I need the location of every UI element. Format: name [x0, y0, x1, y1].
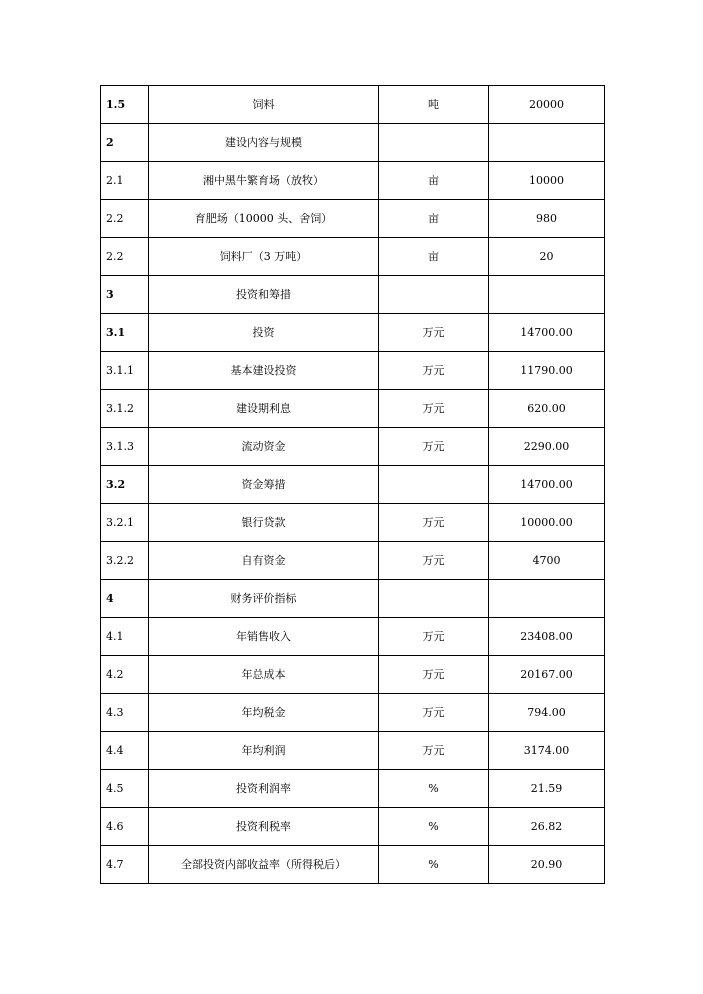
row-unit: 亩 — [379, 200, 489, 238]
row-value — [489, 276, 605, 314]
row-value: 23408.00 — [489, 618, 605, 656]
row-item: 投资利润率 — [149, 770, 379, 808]
table-row — [101, 694, 605, 732]
table-row — [101, 656, 605, 694]
table-row — [101, 238, 605, 276]
row-number: 3.2.1 — [101, 504, 149, 542]
row-unit: 万元 — [379, 656, 489, 694]
row-value: 11790.00 — [489, 352, 605, 390]
row-unit: 万元 — [379, 504, 489, 542]
table-row — [101, 770, 605, 808]
row-number: 4.5 — [101, 770, 149, 808]
table-row — [101, 428, 605, 466]
table-body — [101, 86, 605, 884]
row-item: 年均税金 — [149, 694, 379, 732]
table-row — [101, 808, 605, 846]
row-number: 2.2 — [101, 238, 149, 276]
row-item: 投资和筹措 — [149, 276, 379, 314]
row-value: 794.00 — [489, 694, 605, 732]
row-value: 26.82 — [489, 808, 605, 846]
row-number: 4.3 — [101, 694, 149, 732]
row-item: 自有资金 — [149, 542, 379, 580]
table-row — [101, 504, 605, 542]
row-number: 3.1 — [101, 314, 149, 352]
row-item: 流动资金 — [149, 428, 379, 466]
row-number: 3 — [101, 276, 149, 314]
table-row — [101, 276, 605, 314]
row-value — [489, 124, 605, 162]
row-value: 20 — [489, 238, 605, 276]
row-number: 4.1 — [101, 618, 149, 656]
project-indicator-table — [100, 85, 605, 884]
row-unit: 万元 — [379, 390, 489, 428]
row-item: 饲料 — [149, 86, 379, 124]
row-value: 3174.00 — [489, 732, 605, 770]
row-value: 10000.00 — [489, 504, 605, 542]
row-unit: 万元 — [379, 428, 489, 466]
row-item: 财务评价指标 — [149, 580, 379, 618]
row-item: 全部投资内部收益率（所得税后） — [149, 846, 379, 884]
row-item: 建设内容与规模 — [149, 124, 379, 162]
row-value: 980 — [489, 200, 605, 238]
row-number: 4 — [101, 580, 149, 618]
row-value: 14700.00 — [489, 314, 605, 352]
row-value: 20.90 — [489, 846, 605, 884]
row-value: 10000 — [489, 162, 605, 200]
row-unit: 万元 — [379, 732, 489, 770]
row-unit — [379, 124, 489, 162]
row-unit: 亩 — [379, 238, 489, 276]
row-item: 银行贷款 — [149, 504, 379, 542]
row-value: 20000 — [489, 86, 605, 124]
row-value — [489, 580, 605, 618]
row-item: 年均利润 — [149, 732, 379, 770]
row-number: 3.2 — [101, 466, 149, 504]
table-row — [101, 86, 605, 124]
table-row — [101, 314, 605, 352]
table-row — [101, 580, 605, 618]
row-value: 20167.00 — [489, 656, 605, 694]
row-value: 14700.00 — [489, 466, 605, 504]
row-number: 1.5 — [101, 86, 149, 124]
row-item: 投资利税率 — [149, 808, 379, 846]
row-item: 饲料厂（3 万吨） — [149, 238, 379, 276]
table-row — [101, 732, 605, 770]
table-row — [101, 124, 605, 162]
table-row — [101, 162, 605, 200]
row-number: 4.6 — [101, 808, 149, 846]
row-unit: % — [379, 808, 489, 846]
row-unit: 万元 — [379, 314, 489, 352]
row-unit: 万元 — [379, 694, 489, 732]
row-number: 3.1.1 — [101, 352, 149, 390]
row-value: 620.00 — [489, 390, 605, 428]
row-number: 3.2.2 — [101, 542, 149, 580]
table-row — [101, 846, 605, 884]
table-row — [101, 466, 605, 504]
row-unit: % — [379, 770, 489, 808]
row-unit: 万元 — [379, 618, 489, 656]
row-item: 基本建设投资 — [149, 352, 379, 390]
row-number: 3.1.2 — [101, 390, 149, 428]
row-item: 年总成本 — [149, 656, 379, 694]
row-unit — [379, 580, 489, 618]
row-number: 4.7 — [101, 846, 149, 884]
table-row — [101, 618, 605, 656]
row-number: 3.1.3 — [101, 428, 149, 466]
row-value: 2290.00 — [489, 428, 605, 466]
table-row — [101, 352, 605, 390]
row-item: 湘中黑牛繁育场（放牧） — [149, 162, 379, 200]
row-number: 2 — [101, 124, 149, 162]
row-unit: 万元 — [379, 542, 489, 580]
row-item: 建设期利息 — [149, 390, 379, 428]
row-item: 育肥场（10000 头、舍饲） — [149, 200, 379, 238]
row-item: 投资 — [149, 314, 379, 352]
row-number: 2.2 — [101, 200, 149, 238]
row-number: 4.2 — [101, 656, 149, 694]
row-unit: % — [379, 846, 489, 884]
row-item: 年销售收入 — [149, 618, 379, 656]
table-row — [101, 542, 605, 580]
row-unit: 亩 — [379, 162, 489, 200]
table-row — [101, 200, 605, 238]
row-item: 资金筹措 — [149, 466, 379, 504]
row-value: 4700 — [489, 542, 605, 580]
row-unit: 吨 — [379, 86, 489, 124]
row-unit — [379, 466, 489, 504]
row-value: 21.59 — [489, 770, 605, 808]
table-row — [101, 390, 605, 428]
row-unit — [379, 276, 489, 314]
row-number: 4.4 — [101, 732, 149, 770]
row-unit: 万元 — [379, 352, 489, 390]
row-number: 2.1 — [101, 162, 149, 200]
